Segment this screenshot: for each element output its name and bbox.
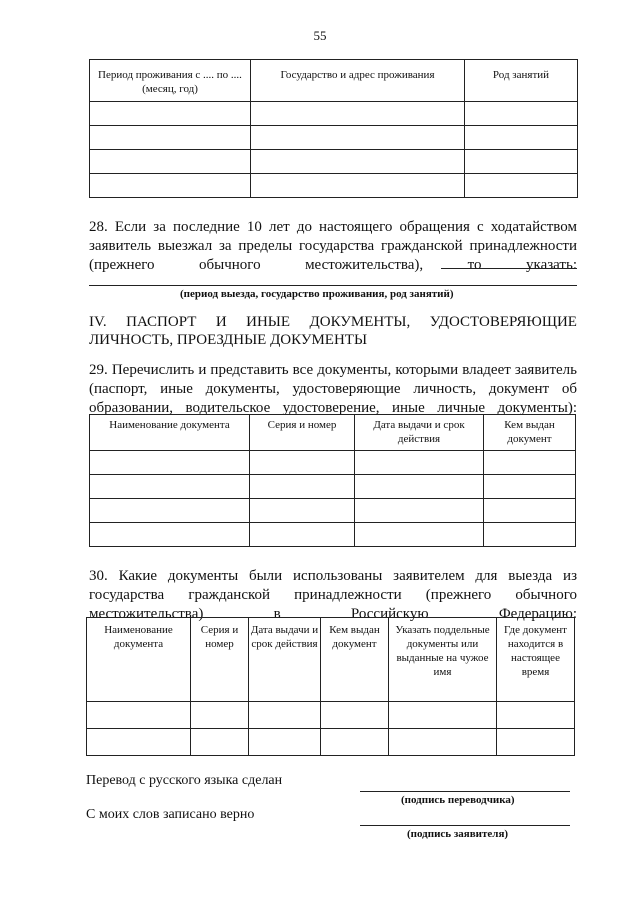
item-30-text [89, 567, 577, 624]
section-4-heading-line-2: ЛИЧНОСТЬ, ПРОЕЗДНЫЕ ДОКУМЕНТЫ [89, 332, 368, 348]
column-header: Род занятий [465, 60, 578, 102]
empty-cell[interactable] [250, 475, 355, 499]
item-28-caption: (период выезда, государство проживания, род занятий) [180, 288, 454, 300]
empty-cell[interactable] [355, 523, 484, 547]
section-4-heading-line-1 [89, 313, 577, 331]
table-row [87, 702, 575, 729]
translator-signature-caption: (подпись переводчика) [401, 794, 515, 806]
table-row [90, 451, 576, 475]
column-header: Указать поддельные документы или выданные на чужое имя [389, 618, 497, 702]
item-30-label: 30. Какие документы были использованы заявителем для выезда из государства гражданской принадлежности (прежнего обычного местожительства) в Российскую Федерацию: [89, 568, 577, 622]
empty-cell[interactable] [389, 702, 497, 729]
empty-cell[interactable] [251, 150, 465, 174]
table-row [90, 102, 578, 126]
empty-cell[interactable] [497, 702, 575, 729]
column-header: Серия и номер [191, 618, 249, 702]
empty-cell[interactable] [484, 451, 576, 475]
empty-cell[interactable] [90, 174, 251, 198]
empty-cell[interactable] [355, 499, 484, 523]
empty-cell[interactable] [250, 523, 355, 547]
empty-cell[interactable] [250, 499, 355, 523]
table-row [87, 729, 575, 756]
item-28-answer-line[interactable] [441, 268, 577, 269]
residence-history-table [89, 59, 578, 198]
column-header: Кем выдан документ [484, 415, 576, 451]
column-header: Государство и адрес проживания [251, 60, 465, 102]
column-header: Период проживания с .... по .... (месяц, год) [90, 60, 251, 102]
empty-cell[interactable] [355, 475, 484, 499]
empty-cell[interactable] [251, 126, 465, 150]
table-row [90, 150, 578, 174]
heading-word: ДОКУМЕНТЫ, [309, 314, 411, 330]
empty-cell[interactable] [465, 150, 578, 174]
column-header: Дата выдачи и срок действия [249, 618, 321, 702]
item-29-label: 29. Перечислить и представить все документы, которыми владеет заявитель (паспорт, иные документы, удостоверяющие личность, документ об образовании, водительское удостоверение, иные личные документы): [89, 362, 577, 416]
page-number: 55 [313, 28, 327, 43]
empty-cell[interactable] [249, 702, 321, 729]
table-row [90, 523, 576, 547]
table-header-row [87, 618, 575, 702]
empty-cell[interactable] [191, 702, 249, 729]
empty-cell[interactable] [321, 729, 389, 756]
heading-word: ИНЫЕ [246, 314, 291, 330]
heading-word: IV. [89, 314, 107, 330]
empty-cell[interactable] [251, 174, 465, 198]
table-row [90, 499, 576, 523]
column-header: Наименование документа [87, 618, 191, 702]
empty-cell[interactable] [90, 451, 250, 475]
heading-word: И [215, 314, 227, 330]
table-row [90, 174, 578, 198]
column-header: Серия и номер [250, 415, 355, 451]
empty-cell[interactable] [497, 729, 575, 756]
empty-cell[interactable] [355, 451, 484, 475]
table-header-row [90, 60, 578, 102]
heading-word: УДОСТОВЕРЯЮЩИЕ [429, 314, 577, 330]
translation-statement: Перевод с русского языка сделан [86, 773, 283, 788]
empty-cell[interactable] [251, 102, 465, 126]
column-header: Где документ находится в настоящее время [497, 618, 575, 702]
item-29-text [89, 361, 577, 418]
table-row [90, 475, 576, 499]
empty-cell[interactable] [465, 126, 578, 150]
empty-cell[interactable] [484, 499, 576, 523]
translator-signature-line[interactable] [360, 791, 570, 792]
empty-cell[interactable] [389, 729, 497, 756]
empty-cell[interactable] [90, 102, 251, 126]
column-header: Кем выдан документ [321, 618, 389, 702]
empty-cell[interactable] [87, 702, 191, 729]
empty-cell[interactable] [90, 523, 250, 547]
empty-cell[interactable] [87, 729, 191, 756]
applicant-signature-line[interactable] [360, 825, 570, 826]
empty-cell[interactable] [191, 729, 249, 756]
column-header: Наименование документа [90, 415, 250, 451]
departure-documents-table [86, 617, 575, 756]
column-header: Дата выдачи и срок действия [355, 415, 484, 451]
heading-word: ПАСПОРТ [126, 314, 197, 330]
recorded-statement: С моих слов записано верно [86, 807, 255, 822]
empty-cell[interactable] [484, 475, 576, 499]
empty-cell[interactable] [90, 150, 251, 174]
item-28-text [89, 218, 577, 275]
empty-cell[interactable] [249, 729, 321, 756]
section-4-heading [89, 313, 577, 349]
empty-cell[interactable] [90, 475, 250, 499]
table-row [90, 126, 578, 150]
applicant-signature-caption: (подпись заявителя) [407, 828, 509, 840]
empty-cell[interactable] [90, 499, 250, 523]
empty-cell[interactable] [321, 702, 389, 729]
personal-documents-table [89, 414, 576, 547]
empty-cell[interactable] [465, 174, 578, 198]
item-28-answer-line-2[interactable] [89, 285, 577, 286]
empty-cell[interactable] [465, 102, 578, 126]
empty-cell[interactable] [250, 451, 355, 475]
table-header-row [90, 415, 576, 451]
empty-cell[interactable] [484, 523, 576, 547]
item-28-label: 28. Если за последние 10 лет до настоящего обращения с ходатайством заявитель выезжал за пределы государства гражданской принадлежности (прежнего обычного местожительства), то указать: [89, 219, 577, 273]
empty-cell[interactable] [90, 126, 251, 150]
